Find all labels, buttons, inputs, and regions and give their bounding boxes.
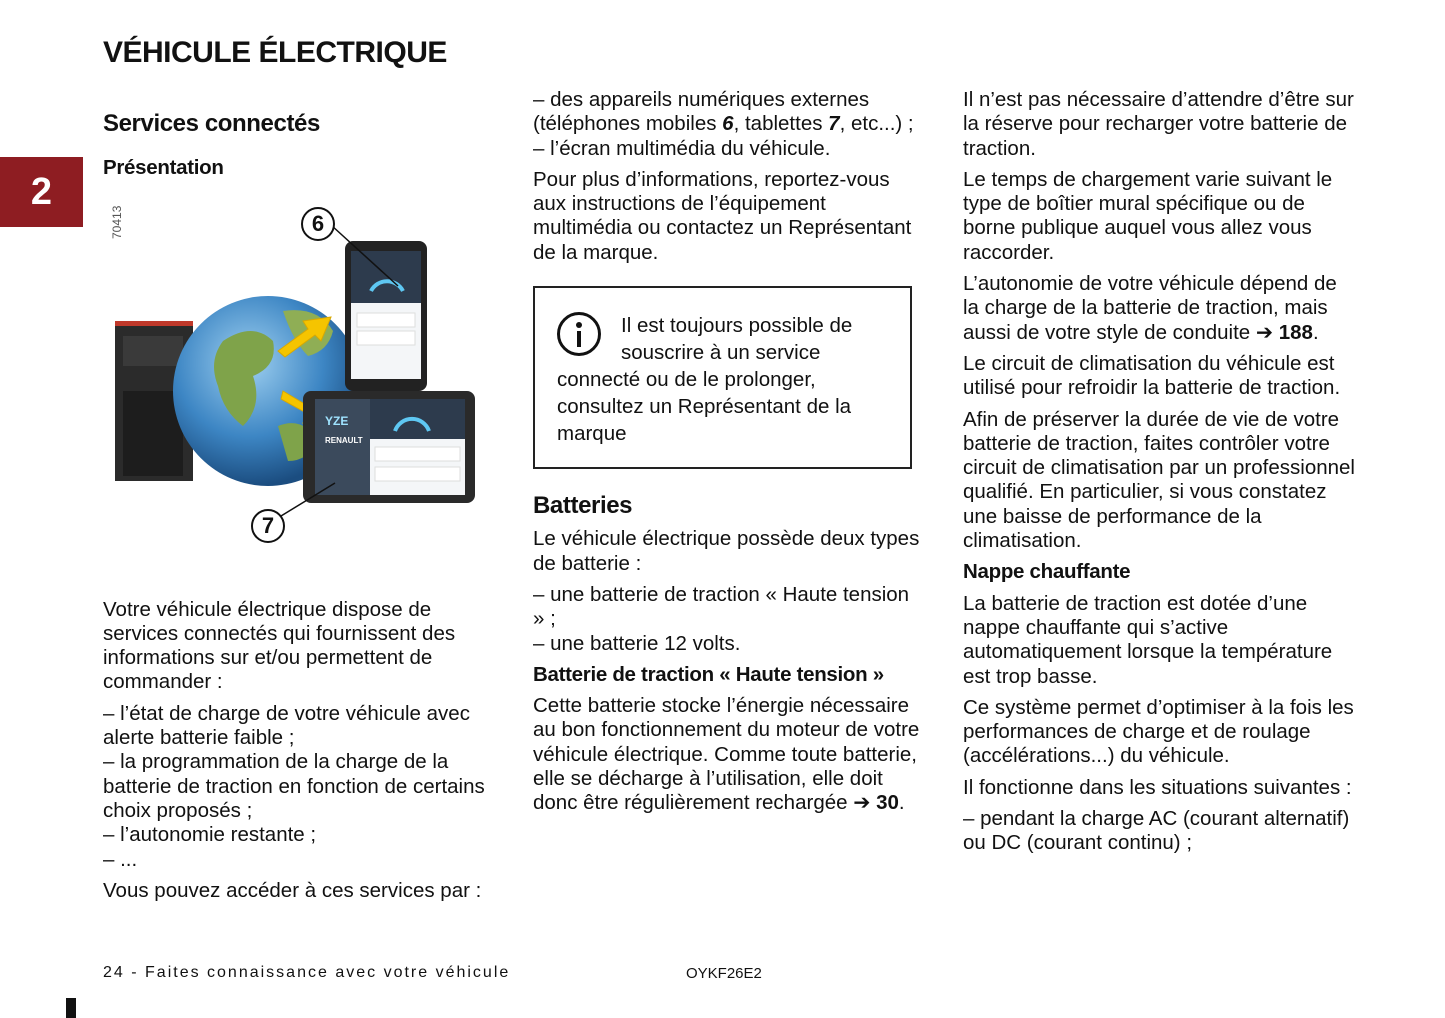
column-3 [963,88,1355,863]
page-reference[interactable]: ➔ 30 [853,791,899,815]
callout-6: 6 [301,207,335,241]
paragraph: Le temps de chargement varie suivant le type de boîtier mural spécifique ou de borne publique auquel vous allez vous raccorder. [963,167,1333,264]
list-item: – pendant la charge AC (courant alternatif) ou DC (courant continu) ; [963,807,1350,855]
paragraph: Vous pouvez accéder à ces services par : [103,878,482,902]
paragraph: Pour plus d’informations, reportez-vous aux instructions de l’équipement multimédia ou contactez un Représentant de la marque. [533,167,912,264]
paragraph: Il fonctionne dans les situations suivantes : [963,775,1352,799]
tablet-badge: YZE [325,413,349,428]
info-box [533,286,912,469]
section-title-services: Services connectés [103,110,320,137]
paragraph: Afin de préserver la durée de vie de votre batterie de traction, faites contrôler votre circuit de climatisation par un professionnel qualifié. En particulier, si vous constatez une baisse de performance de la climatisation. [963,407,1355,553]
ref-6: 6 [722,112,734,136]
ref-7: 7 [828,112,840,136]
callout-7: 7 [251,509,285,543]
connected-services-illustration [103,191,495,571]
subsection-title-traction-battery: Batterie de traction « Haute tension » [533,662,884,686]
paragraph: L’autonomie de votre véhicule dépend de la charge de la batterie de traction, mais aussi de votre style de conduite ➔ 188. [963,272,1337,344]
subsection-title-heating-mat: Nappe chauffante [963,560,1131,584]
list-item: – ... [103,847,138,871]
crop-mark [66,998,76,1018]
page-reference[interactable]: ➔ 188 [1255,320,1313,344]
paragraph: La batterie de traction est dotée d’une nappe chauffante qui s’active automatiquement lorsque la température est trop basse. [963,591,1333,688]
paragraph: Le circuit de climatisation du véhicule est utilisé pour refroidir la batterie de traction. [963,351,1341,400]
list-item: – une batterie de traction « Haute tension » ; [533,582,910,631]
section-title-batteries: Batteries [533,492,633,520]
list-item: – l’écran multimédia du véhicule. [533,136,831,160]
smartphone-icon [345,241,427,391]
paragraph: Votre véhicule électrique dispose de services connectés qui fournissent des informations sur et/ou permettent de commander : [103,597,456,694]
illustration-graphic [103,191,495,571]
list-item: – la programmation de la charge de la batterie de traction en fonction de certains choix proposés ; [103,750,485,822]
column-2 [533,88,925,823]
paragraph: Cette batterie stocke l’énergie nécessaire au bon fonctionnement du moteur de votre véhicule électrique. Comme toute batterie, elle se décharge à l’utilisation, elle doit donc être régulièrement rechargée ➔ 30. [533,694,920,815]
paragraph: Le véhicule électrique possède deux types de batterie : [533,527,920,575]
list-item: – une batterie 12 volts. [533,631,741,655]
paragraph: Il n’est pas nécessaire d’attendre d’être sur la réserve pour recharger votre batterie de traction. [963,88,1354,160]
subsection-title-presentation: Présentation [103,156,224,180]
paragraph: Ce système permet d’optimiser à la fois les performances de charge et de roulage (accélérations...) du véhicule. [963,695,1354,768]
page-title: VÉHICULE ÉLECTRIQUE [103,36,447,69]
list-item: – l’état de charge de votre véhicule avec alerte batterie faible ; [103,701,470,750]
document-code: OYKF26E2 [686,965,762,982]
column-1 [103,88,495,910]
list-item: – des appareils numériques externes (téléphones mobiles 6, tablettes 7, etc...) ; [533,88,914,136]
chapter-tab: 2 [0,157,83,227]
list-item: – l’autonomie restante ; [103,823,317,847]
info-text: Il est toujours possible de souscrire à un service connecté ou de le prolonger, consultez un Représentant de la marque [557,314,853,446]
info-icon [557,312,601,356]
page-footer: 24 - Faites connaissance avec votre véhicule [103,964,511,981]
figure-id: 70413 [110,205,124,239]
tablet-brand: RENAULT [325,435,363,445]
